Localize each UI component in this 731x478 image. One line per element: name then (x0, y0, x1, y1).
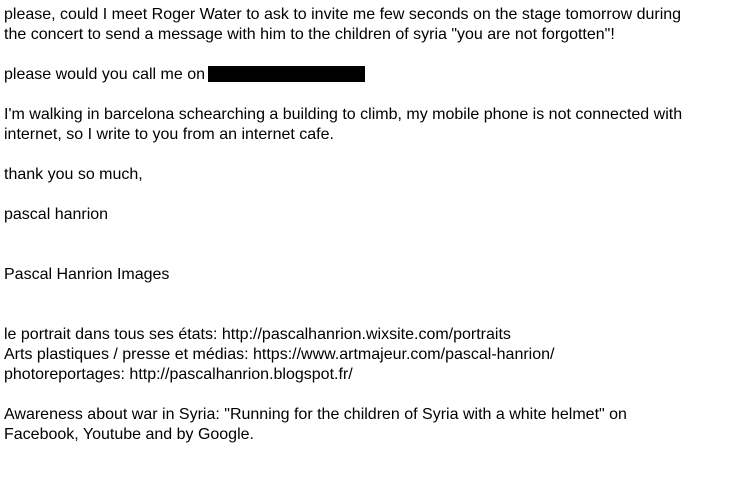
blog-link-line: photoreportages: http://pascalhanrion.blogspot.fr/ (4, 366, 353, 383)
spacer (4, 185, 728, 205)
spacer (4, 225, 728, 265)
spacer (4, 45, 728, 65)
spacer (4, 385, 728, 405)
sender-name: pascal hanrion (4, 206, 109, 223)
portrait-link-line: le portrait dans tous ses états: http://pascalhanrion.wixsite.com/portraits (4, 326, 511, 343)
links-paragraph (4, 325, 728, 385)
request-paragraph (4, 5, 728, 45)
redacted-phone-number (208, 66, 365, 82)
artmajeur-link-line: Arts plastiques / presse et médias: https://www.artmajeur.com/pascal-hanrion/ (4, 346, 555, 363)
thanks-paragraph (4, 165, 728, 185)
email-body (4, 5, 728, 445)
spacer (4, 145, 728, 165)
request-line-2: the concert to send a message with him to the children of syria "you are not forgotten"! (4, 26, 615, 43)
request-line-1: please, could I meet Roger Water to ask to invite me few seconds on the stage tomorrow during (4, 6, 682, 23)
signature-name-paragraph (4, 205, 728, 225)
spacer (4, 285, 728, 325)
thanks-text: thank you so much, (4, 166, 143, 183)
brand-paragraph (4, 265, 728, 285)
awareness-line-1: Awareness about war in Syria: "Running for the children of Syria with a white helmet" on (4, 406, 627, 423)
situation-line-1: I'm walking in barcelona schearching a building to climb, my mobile phone is not connected with (4, 106, 683, 123)
spacer (4, 85, 728, 105)
awareness-paragraph (4, 405, 728, 445)
situation-paragraph (4, 105, 728, 145)
situation-line-2: internet, so I write to you from an internet cafe. (4, 126, 334, 143)
awareness-line-2: Facebook, Youtube and by Google. (4, 426, 254, 443)
call-request-paragraph (4, 65, 728, 85)
brand-name: Pascal Hanrion Images (4, 266, 170, 283)
call-request-text: please would you call me on (4, 66, 206, 83)
